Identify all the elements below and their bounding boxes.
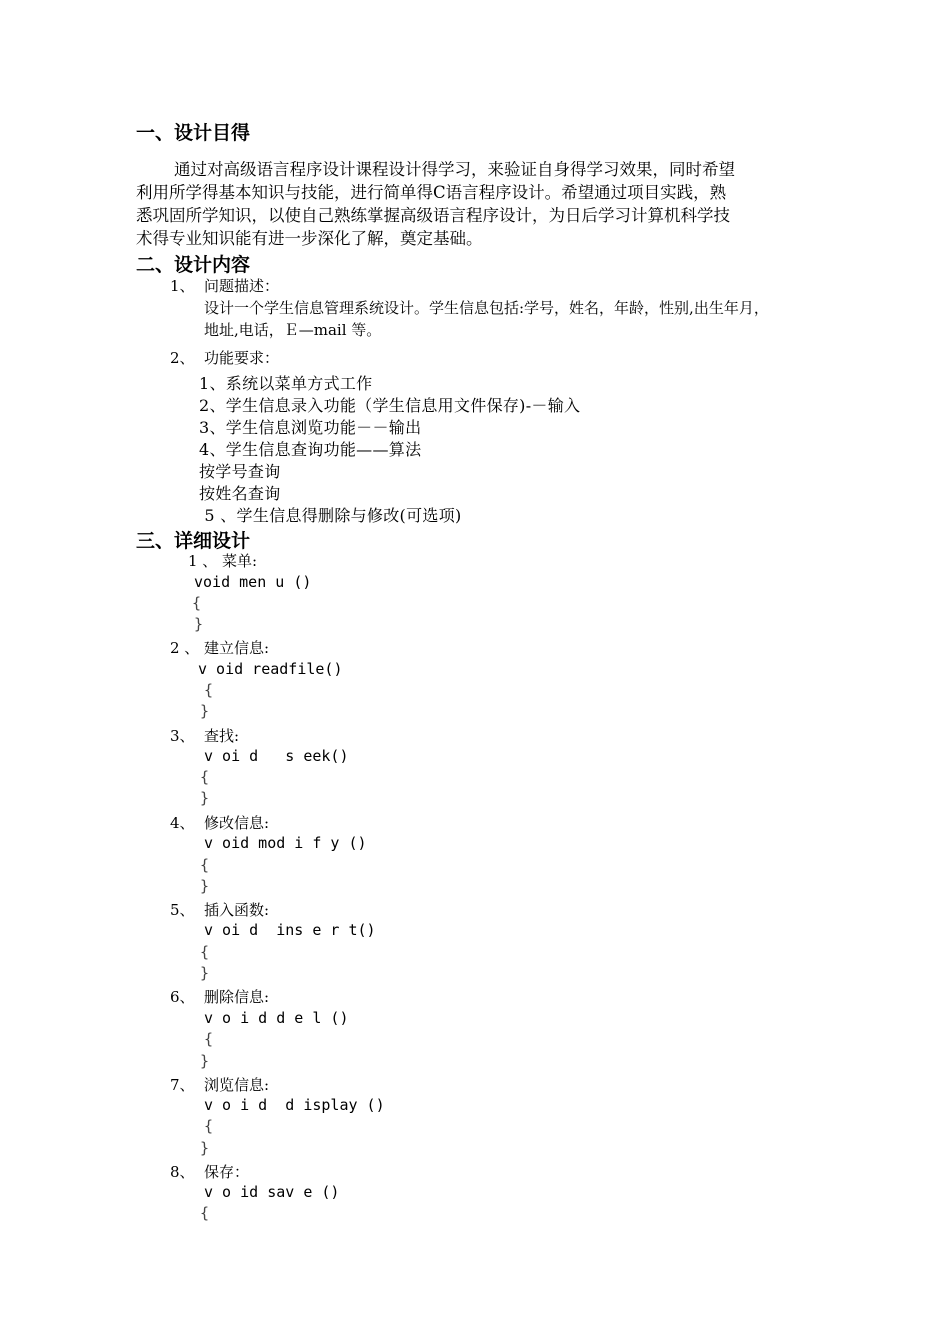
brace-open: { <box>204 681 214 699</box>
design-item-title: 插入函数: <box>204 901 270 919</box>
requirement-line: 2、学生信息录入功能（学生信息用文件保存)-－输入 <box>199 396 581 415</box>
design-item-title: 修改信息: <box>204 814 270 832</box>
design-item-title: 查找: <box>204 727 240 745</box>
brace-open: { <box>204 1117 214 1135</box>
brace-open: { <box>200 768 210 786</box>
item-number: 6、 <box>170 988 195 1006</box>
section-heading-purpose: 一、设计目得 <box>136 122 251 144</box>
function-signature: v o i d d isplay () <box>204 1096 385 1114</box>
purpose-paragraph-line: 利用所学得基本知识与技能，进行简单得C语言程序设计。希望通过项目实践，熟 <box>136 183 727 202</box>
item-number: 4、 <box>170 814 195 832</box>
requirement-line: 按姓名查询 <box>199 484 281 503</box>
problem-desc-line: 地址,电话，Ｅ—mail 等。 <box>204 321 382 339</box>
function-signature: v oid readfile() <box>198 660 343 678</box>
design-item-title: 保存： <box>204 1163 250 1181</box>
requirement-line: 3、学生信息浏览功能－－输出 <box>199 418 422 437</box>
purpose-paragraph-line: 术得专业知识能有进一步深化了解，奠定基础。 <box>136 229 483 248</box>
function-signature: v oi d s eek() <box>204 747 349 765</box>
function-signature: void men u () <box>194 573 312 591</box>
item-number: 1、 <box>170 277 195 295</box>
item-title-problem: 问题描述： <box>204 277 280 295</box>
section-heading-content: 二、设计内容 <box>136 254 251 276</box>
brace-close: } <box>200 702 210 720</box>
section-heading-detailed-design: 三、详细设计 <box>136 530 251 552</box>
purpose-paragraph-line: 通过对高级语言程序设计课程设计得学习，来验证自身得学习效果，同时希望 <box>174 160 735 179</box>
item-number: 1 、 <box>188 552 218 570</box>
function-signature: v o i d d e l () <box>204 1009 349 1027</box>
requirement-line: 5 、学生信息得删除与修改(可选项) <box>199 506 462 525</box>
item-title-requirements: 功能要求： <box>204 349 280 367</box>
function-signature: v o id sav e () <box>204 1183 340 1201</box>
brace-open: { <box>200 943 210 961</box>
brace-open: { <box>192 594 202 612</box>
problem-desc-line: 设计一个学生信息管理系统设计。学生信息包括:学号，姓名，年龄，性别,出生年月， <box>204 299 769 317</box>
requirement-line: 4、学生信息查询功能——算法 <box>199 440 422 459</box>
item-number: 2、 <box>170 349 195 367</box>
brace-close: } <box>200 877 210 895</box>
design-item-title: 菜单: <box>222 552 258 570</box>
brace-close: } <box>200 1139 210 1157</box>
brace-close: } <box>200 789 210 807</box>
brace-close: } <box>194 615 204 633</box>
item-number: 5、 <box>170 901 195 919</box>
design-item-title: 建立信息: <box>204 639 270 657</box>
design-item-title: 删除信息: <box>204 988 270 1006</box>
function-signature: v oid mod i f y () <box>204 834 367 852</box>
brace-close: } <box>200 1052 210 1070</box>
brace-close: } <box>200 964 210 982</box>
item-number: 7、 <box>170 1076 195 1094</box>
requirement-line: 1、系统以菜单方式工作 <box>199 374 373 393</box>
purpose-paragraph-line: 悉巩固所学知识，以使自己熟练掌握高级语言程序设计，为日后学习计算机科学技 <box>136 206 730 225</box>
brace-open: { <box>200 1204 210 1222</box>
item-number: 3、 <box>170 727 195 745</box>
design-item-title: 浏览信息: <box>204 1076 270 1094</box>
requirement-line: 按学号查询 <box>199 462 281 481</box>
item-number: 8、 <box>170 1163 195 1181</box>
brace-open: { <box>204 1030 214 1048</box>
brace-open: { <box>200 856 210 874</box>
function-signature: v oi d ins e r t() <box>204 921 376 939</box>
item-number: 2 、 <box>170 639 200 657</box>
